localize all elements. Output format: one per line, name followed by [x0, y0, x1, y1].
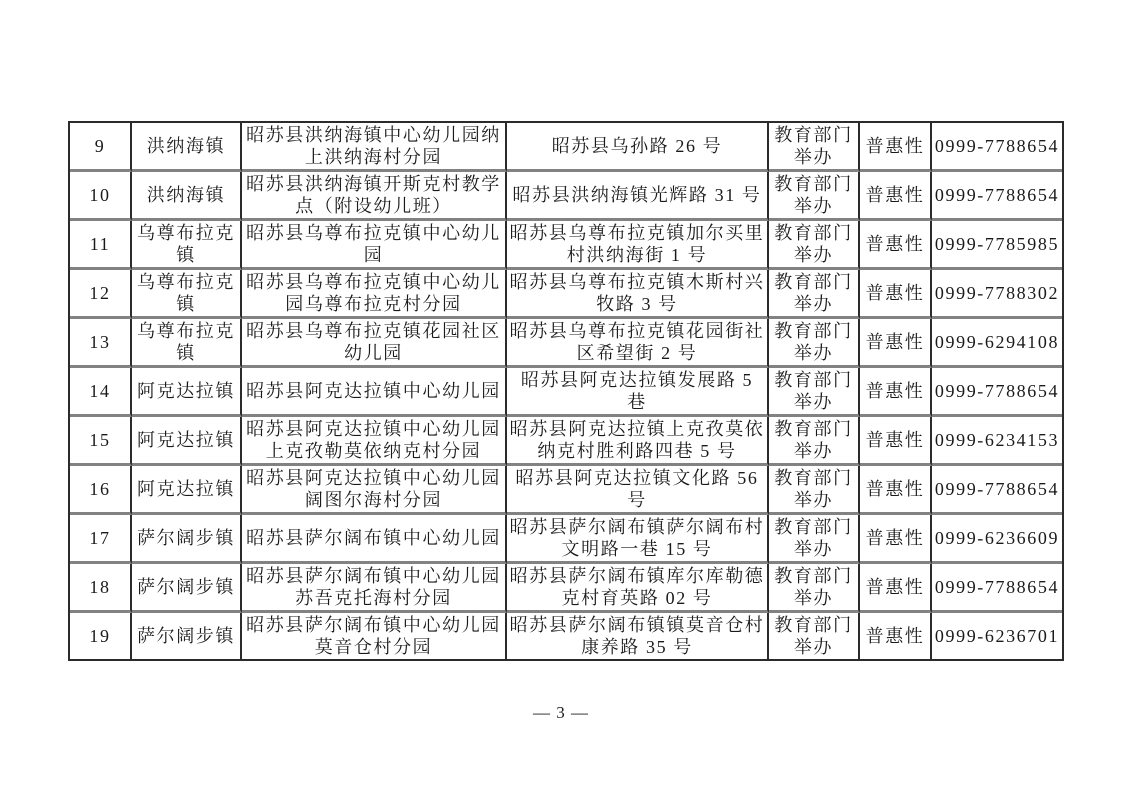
cell-town: 萨尔阔步镇: [132, 564, 242, 613]
cell-seq: 16: [70, 466, 132, 515]
cell-address: 昭苏县乌尊布拉克镇花园街社区希望街 2 号: [507, 319, 769, 368]
cell-kindergarten-name: 昭苏县阿克达拉镇中心幼儿园上克孜勒莫依纳克村分园: [242, 417, 507, 466]
cell-kindergarten-name: 昭苏县阿克达拉镇中心幼儿园阔图尔海村分园: [242, 466, 507, 515]
cell-town: 洪纳海镇: [132, 172, 242, 221]
cell-nature: 普惠性: [860, 319, 932, 368]
cell-seq: 17: [70, 515, 132, 564]
cell-organizer: 教育部门举办: [769, 270, 860, 319]
cell-nature: 普惠性: [860, 270, 932, 319]
cell-town: 阿克达拉镇: [132, 417, 242, 466]
kindergarten-table-wrap: [68, 121, 1060, 661]
cell-organizer: 教育部门举办: [769, 319, 860, 368]
cell-town: 乌尊布拉克镇: [132, 221, 242, 270]
cell-address: 昭苏县洪纳海镇光辉路 31 号: [507, 172, 769, 221]
cell-nature: 普惠性: [860, 123, 932, 172]
cell-address: 昭苏县乌尊布拉克镇加尔买里村洪纳海街 1 号: [507, 221, 769, 270]
cell-seq: 15: [70, 417, 132, 466]
table-row: [70, 123, 1062, 172]
cell-address: 昭苏县乌尊布拉克镇木斯村兴牧路 3 号: [507, 270, 769, 319]
cell-town: 洪纳海镇: [132, 123, 242, 172]
cell-organizer: 教育部门举办: [769, 564, 860, 613]
cell-nature: 普惠性: [860, 221, 932, 270]
cell-kindergarten-name: 昭苏县乌尊布拉克镇中心幼儿园: [242, 221, 507, 270]
page-number: — 3 —: [533, 703, 589, 722]
cell-seq: 18: [70, 564, 132, 613]
table-row: [70, 368, 1062, 417]
cell-organizer: 教育部门举办: [769, 417, 860, 466]
cell-town: 乌尊布拉克镇: [132, 319, 242, 368]
cell-phone: 0999-7788302: [932, 270, 1062, 319]
cell-kindergarten-name: 昭苏县阿克达拉镇中心幼儿园: [242, 368, 507, 417]
cell-seq: 12: [70, 270, 132, 319]
cell-organizer: 教育部门举办: [769, 221, 860, 270]
cell-kindergarten-name: 昭苏县萨尔阔布镇中心幼儿园莫音仓村分园: [242, 613, 507, 659]
cell-nature: 普惠性: [860, 466, 932, 515]
cell-kindergarten-name: 昭苏县洪纳海镇中心幼儿园纳上洪纳海村分园: [242, 123, 507, 172]
cell-town: 乌尊布拉克镇: [132, 270, 242, 319]
cell-town: 萨尔阔步镇: [132, 515, 242, 564]
table-row: [70, 221, 1062, 270]
cell-seq: 9: [70, 123, 132, 172]
cell-kindergarten-name: 昭苏县乌尊布拉克镇花园社区幼儿园: [242, 319, 507, 368]
cell-organizer: 教育部门举办: [769, 515, 860, 564]
cell-seq: 19: [70, 613, 132, 659]
table-row: [70, 270, 1062, 319]
cell-kindergarten-name: 昭苏县乌尊布拉克镇中心幼儿园乌尊布拉克村分园: [242, 270, 507, 319]
cell-nature: 普惠性: [860, 515, 932, 564]
cell-kindergarten-name: 昭苏县萨尔阔布镇中心幼儿园: [242, 515, 507, 564]
table-row: [70, 417, 1062, 466]
cell-town: 阿克达拉镇: [132, 368, 242, 417]
cell-phone: 0999-7788654: [932, 123, 1062, 172]
cell-seq: 10: [70, 172, 132, 221]
cell-address: 昭苏县萨尔阔布镇库尔库勒德克村育英路 02 号: [507, 564, 769, 613]
cell-address: 昭苏县萨尔阔布镇萨尔阔布村文明路一巷 15 号: [507, 515, 769, 564]
cell-address: 昭苏县阿克达拉镇文化路 56 号: [507, 466, 769, 515]
cell-address: 昭苏县阿克达拉镇上克孜莫依纳克村胜利路四巷 5 号: [507, 417, 769, 466]
table-row: [70, 319, 1062, 368]
cell-phone: 0999-6234153: [932, 417, 1062, 466]
cell-kindergarten-name: 昭苏县萨尔阔布镇中心幼儿园苏吾克托海村分园: [242, 564, 507, 613]
cell-phone: 0999-7785985: [932, 221, 1062, 270]
cell-organizer: 教育部门举办: [769, 466, 860, 515]
cell-organizer: 教育部门举办: [769, 613, 860, 659]
kindergarten-table: [68, 121, 1064, 661]
cell-phone: 0999-7788654: [932, 466, 1062, 515]
cell-address: 昭苏县萨尔阔布镇镇莫音仓村康养路 35 号: [507, 613, 769, 659]
table-row: [70, 564, 1062, 613]
cell-nature: 普惠性: [860, 564, 932, 613]
cell-town: 阿克达拉镇: [132, 466, 242, 515]
cell-phone: 0999-7788654: [932, 564, 1062, 613]
cell-phone: 0999-6236609: [932, 515, 1062, 564]
cell-phone: 0999-7788654: [932, 368, 1062, 417]
table-row: [70, 613, 1062, 659]
cell-address: 昭苏县阿克达拉镇发展路 5 巷: [507, 368, 769, 417]
table-row: [70, 172, 1062, 221]
cell-phone: 0999-6294108: [932, 319, 1062, 368]
cell-address: 昭苏县乌孙路 26 号: [507, 123, 769, 172]
cell-organizer: 教育部门举办: [769, 123, 860, 172]
table-row: [70, 466, 1062, 515]
table-row: [70, 515, 1062, 564]
cell-town: 萨尔阔步镇: [132, 613, 242, 659]
cell-seq: 14: [70, 368, 132, 417]
cell-nature: 普惠性: [860, 613, 932, 659]
cell-kindergarten-name: 昭苏县洪纳海镇开斯克村教学点（附设幼儿班）: [242, 172, 507, 221]
cell-phone: 0999-7788654: [932, 172, 1062, 221]
cell-organizer: 教育部门举办: [769, 368, 860, 417]
cell-nature: 普惠性: [860, 417, 932, 466]
cell-nature: 普惠性: [860, 368, 932, 417]
cell-organizer: 教育部门举办: [769, 172, 860, 221]
cell-nature: 普惠性: [860, 172, 932, 221]
cell-seq: 13: [70, 319, 132, 368]
cell-phone: 0999-6236701: [934, 626, 1060, 646]
cell-seq: 11: [70, 221, 132, 270]
